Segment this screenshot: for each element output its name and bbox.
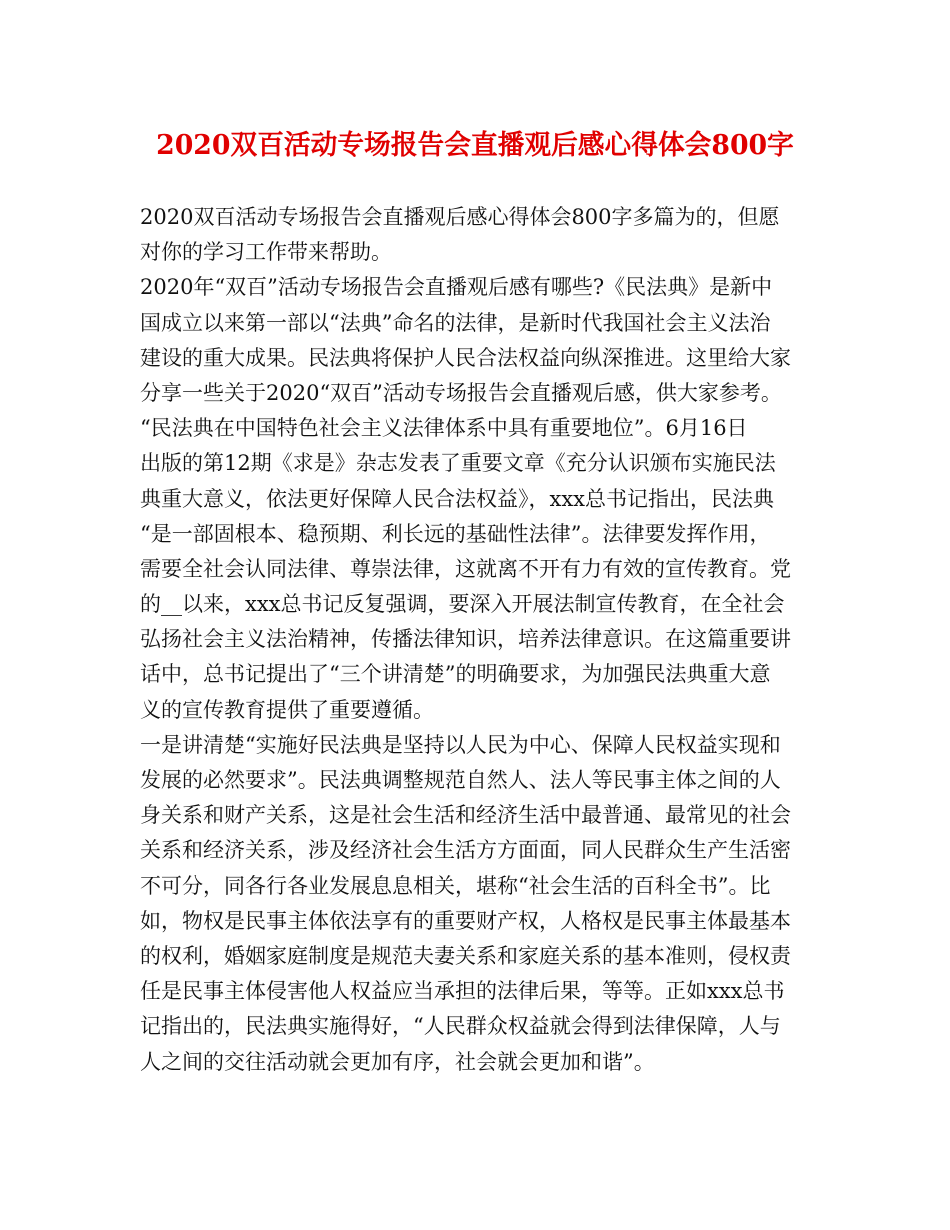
body-line: 2020双百活动专场报告会直播观后感心得体会800字多篇为的，但愿 (140, 205, 780, 229)
body-line: 对你的学习工作带来帮助。 (140, 240, 392, 265)
body-line: 身关系和财产关系，这是社会生活和经济生活中最普通、最常见的社会 (140, 803, 791, 828)
body-line: 任是民事主体侵害他人权益应当承担的法律后果，等等。正如xxx总书 (140, 979, 785, 1004)
body-line: 建设的重大成果。民法典将保护人民合法权益向纵深推进。这里给大家 (140, 345, 791, 370)
body-line: 不可分，同各行各业发展息息相关，堪称“社会生活的百科全书”。比 (140, 873, 771, 898)
body-line: 发展的必然要求”。民法典调整规范自然人、法人等民事主体之间的人 (140, 768, 781, 792)
body-line: 国成立以来第一部以“法典”命名的法律，是新时代我国社会主义法治 (140, 310, 771, 335)
body-line: 一是讲清楚“实施好民法典是坚持以人民为中心、保障人民权益实现和 (140, 732, 781, 757)
document-body (140, 200, 820, 1080)
body-line: 人之间的交往活动就会更加有序，社会就会更加和谐”。 (140, 1049, 655, 1074)
document-title: 2020双百活动专场报告会直播观后感心得体会800字 (156, 130, 794, 161)
body-line: 如，物权是民事主体依法享有的重要财产权，人格权是民事主体最基本 (140, 908, 791, 933)
body-line: “是一部固根本、稳预期、利长远的基础性法律”。法律要发挥作用， (140, 521, 771, 546)
body-line: 的__以来，xxx总书记反复强调，要深入开展法制宣传教育，在全社会 (140, 592, 785, 617)
body-line: 分享一些关于2020“双百”活动专场报告会直播观后感，供大家参考。 (140, 380, 782, 405)
body-line: 典重大意义，依法更好保障人民合法权益》，xxx总书记指出，民法典 (140, 486, 775, 511)
body-line: 记指出的，民法典实施得好，“人民群众权益就会得到法律保障，人与 (140, 1014, 781, 1039)
body-line: 2020年“双百”活动专场报告会直播观后感有哪些?《民法典》是新中 (140, 275, 773, 300)
body-line: 义的宣传教育提供了重要遵循。 (140, 697, 434, 722)
body-line: 话中，总书记提出了“三个讲清楚”的明确要求，为加强民法典重大意 (140, 662, 771, 687)
body-line: 需要全社会认同法律、尊崇法律，这就离不开有力有效的宣传教育。党 (140, 556, 791, 581)
body-line: 的权利，婚姻家庭制度是规范夫妻关系和家庭关系的基本准则，侵权责 (140, 943, 791, 968)
body-line: “民法典在中国特色社会主义法律体系中具有重要地位”。6月16日 (140, 416, 748, 441)
body-line: 关系和经济关系，涉及经济社会生活方方面面，同人民群众生产生活密 (140, 838, 791, 863)
body-line: 出版的第12期《求是》杂志发表了重要文章《充分认识颁布实施民法 (140, 451, 776, 476)
body-line: 弘扬社会主义法治精神，传播法律知识，培养法律意识。在这篇重要讲 (140, 627, 791, 652)
